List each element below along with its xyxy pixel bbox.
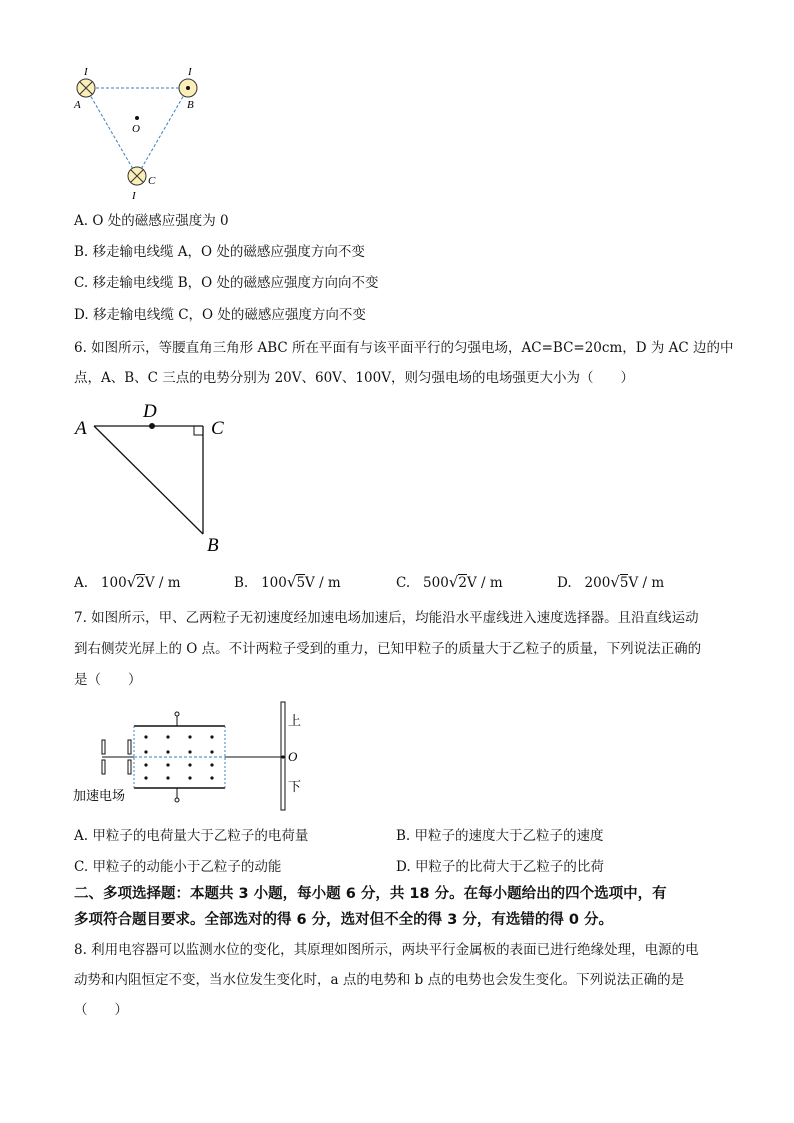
velocity-selector-figure xyxy=(70,700,320,815)
right-triangle-figure xyxy=(70,398,240,558)
cable-a-cross-icon xyxy=(77,79,95,97)
q7-option-c: C. 甲粒子的动能小于乙粒子的动能 xyxy=(74,859,282,875)
q7-stem-line2: 到右侧荧光屏上的 O 点。不计两粒子受到的重力，已知甲粒子的质量大于乙粒子的质量，下列说法正确的 xyxy=(74,641,702,657)
section2-heading-line1: 二、多项选择题：本题共 3 小题，每小题 6 分，共 18 分。在每小题给出的四个选项中，有 xyxy=(74,886,667,902)
fig7-label-up: 上 xyxy=(288,713,302,728)
q7-stem-line1: 7. 如图所示，甲、乙两粒子无初速度经加速电场加速后，均能沿水平虚线进入速度选择器。且沿直线运动 xyxy=(74,610,699,626)
fig7-label-accel: 加速电场 xyxy=(73,788,126,803)
fig1-label-b: B xyxy=(187,99,194,111)
q7-option-b: B. 甲粒子的速度大于乙粒子的速度 xyxy=(396,828,604,844)
q5-option-d: D. 移走输电线缆 C，O 处的磁感应强度方向不变 xyxy=(74,307,366,323)
fig7-label-down: 下 xyxy=(288,779,302,794)
q7-stem-line3: 是（ ） xyxy=(74,672,142,688)
fig1-label-i-a: I xyxy=(84,66,88,78)
fig1-label-i-c: I xyxy=(132,190,136,202)
q6-stem-line2: 点，A、B、C 三点的电势分别为 20V、60V、100V，则匀强电场的电场强更大小为（ ） xyxy=(74,370,634,386)
fig1-label-i-b: I xyxy=(188,66,192,78)
q6-stem-line1: 6. 如图所示，等腰直角三角形 ABC 所在平面有与该平面平行的匀强电场，AC=BC=20cm，D 为 AC 边的中 xyxy=(74,340,734,356)
fig6-label-a: A xyxy=(75,418,87,439)
q6-option-b: B. 100√5V / m xyxy=(234,573,341,591)
q6-option-a: A. 100√2V / m xyxy=(74,573,181,591)
q5-option-c: C. 移走输电线缆 B，O 处的磁感应强度方向向不变 xyxy=(74,275,379,291)
fig1-label-o: O xyxy=(132,123,140,135)
fig6-label-b: B xyxy=(207,535,219,556)
fig7-label-o: O xyxy=(288,749,298,764)
q7-option-d: D. 甲粒子的比荷大于乙粒子的比荷 xyxy=(396,859,604,875)
q6-option-c: C. 500√2V / m xyxy=(396,573,503,591)
fig6-label-d: D xyxy=(143,401,157,422)
q5-option-a: A. O 处的磁感应强度为 0 xyxy=(74,213,229,229)
q5-option-b: B. 移走输电线缆 A，O 处的磁感应强度方向不变 xyxy=(74,244,365,260)
q8-stem-line3: （ ） xyxy=(74,1002,128,1018)
section2-heading-line2: 多项符合题目要求。全部选对的得 6 分，选对但不全的得 3 分，有选错的得 0 分。 xyxy=(74,912,614,928)
cable-triangle-figure xyxy=(62,62,212,202)
q8-stem-line1: 8. 利用电容器可以监测水位的变化，其原理如图所示，两块平行金属板的表面已进行绝缘处理，电源的电 xyxy=(74,942,699,958)
q6-option-d: D. 200√5V / m xyxy=(557,573,665,591)
q7-option-a: A. 甲粒子的电荷量大于乙粒子的电荷量 xyxy=(74,828,309,844)
cable-c-cross-icon xyxy=(128,167,146,185)
cable-b-dot-icon xyxy=(179,79,197,97)
fig1-label-c: C xyxy=(148,175,156,187)
fig6-label-c: C xyxy=(211,418,224,439)
q8-stem-line2: 动势和内阻恒定不变，当水位发生变化时，a 点的电势和 b 点的电势也会发生变化。下列说法正确的是 xyxy=(74,972,685,988)
fig1-label-a: A xyxy=(74,99,81,111)
